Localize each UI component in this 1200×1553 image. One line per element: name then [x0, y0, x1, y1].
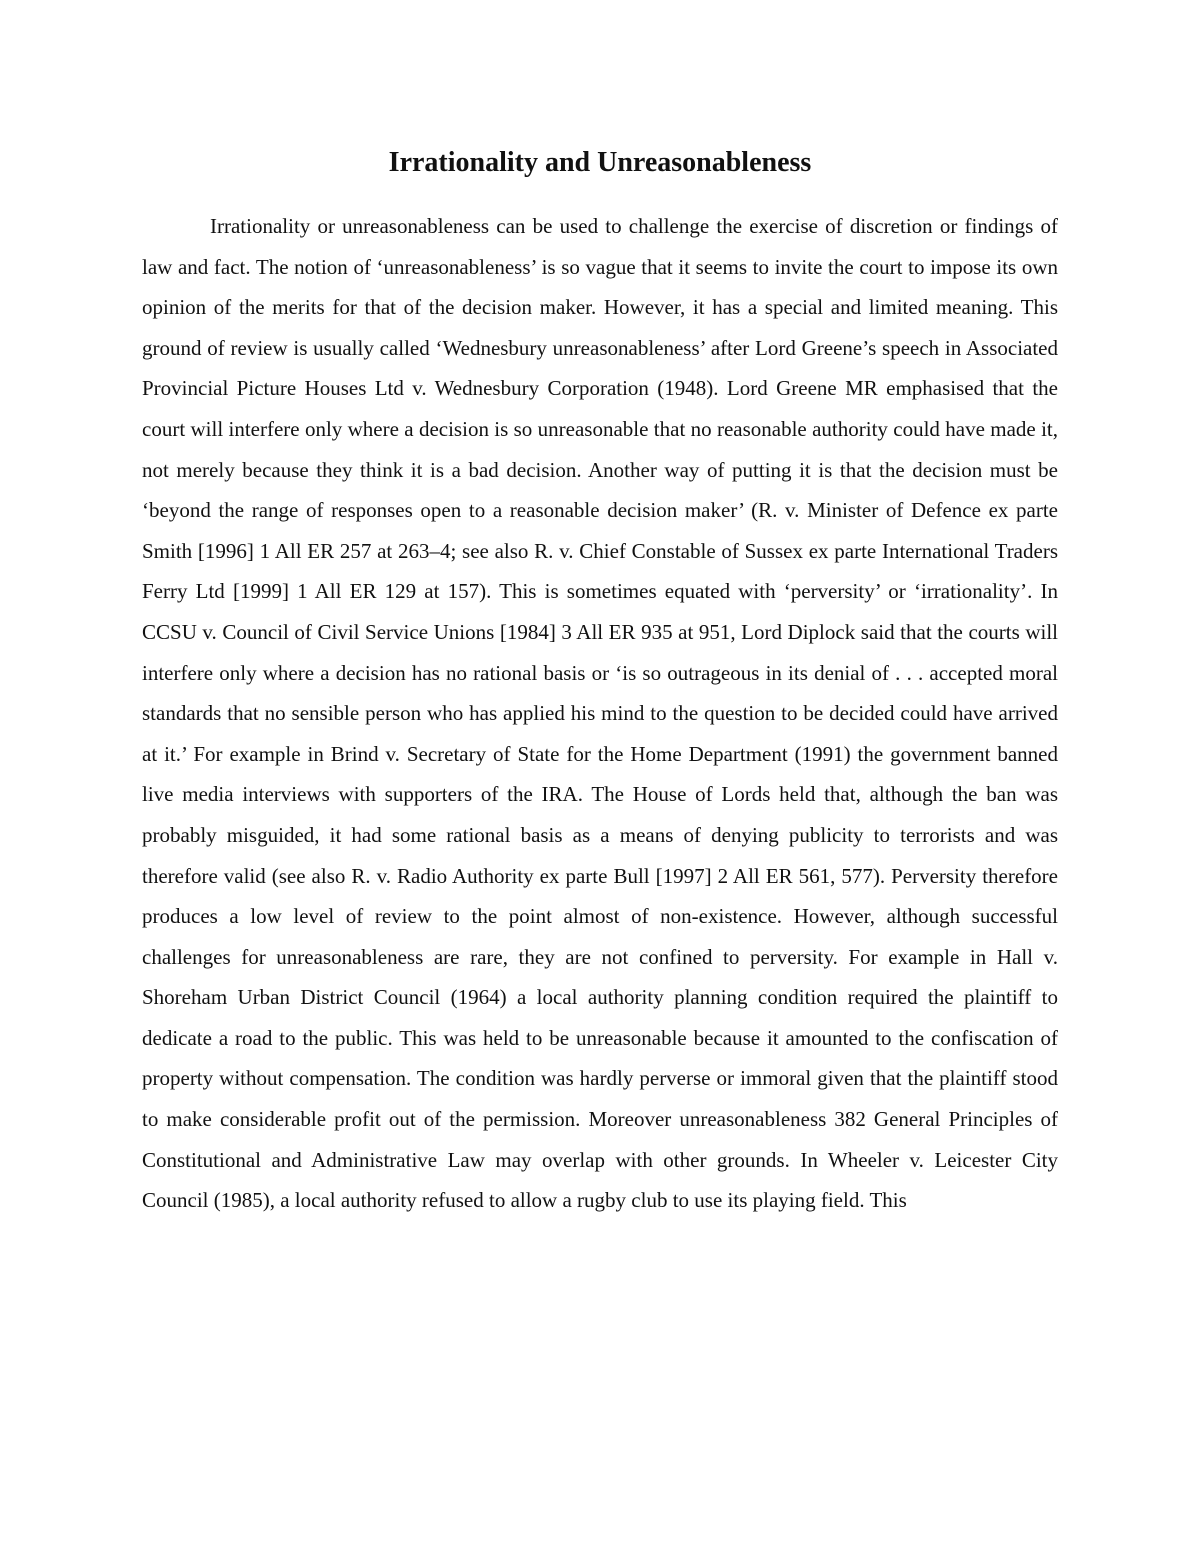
- page-title: Irrationality and Unreasonableness: [388, 147, 812, 178]
- body-paragraph: Irrationality or unreasonableness can be used to challenge the exercise of discretion or findings of law and fact. The notion of ‘unreasonableness’ is so vague that it seems to invite the court to impose its own opinion of the merits for that of the decision maker. However, it has a special and limited meaning. This ground of review is usually called ‘Wednesbury unreasonableness’ after Lord Greene’s speech in Associated Provincial Picture Houses Ltd v. Wednesbury Corporation (1948). Lord Greene MR emphasised that the court will interfere only where a decision is so unreasonable that no reasonable authority could have made it, not merely because they think it is a bad decision. Another way of putting it is that the decision must be ‘beyond the range of responses open to a reasonable decision maker’ (R. v. Minister of Defence ex parte Smith [1996] 1 All ER 257 at 263–4; see also R. v. Chief Constable of Sussex ex parte International Traders Ferry Ltd [1999] 1 All ER 129 at 157). This is sometimes equated with ‘perversity’ or ‘irrationality’. In CCSU v. Council of Civil Service Unions [1984] 3 All ER 935 at 951, Lord Diplock said that the courts will interfere only where a decision has no rational basis or ‘is so outrageous in its denial of . . . accepted moral standards that no sensible person who has applied his mind to the question to be decided could have arrived at it.’ For example in Brind v. Secretary of State for the Home Department (1991) the government banned live media interviews with supporters of the IRA. The House of Lords held that, although the ban was probably misguided, it had some rational basis as a means of denying publicity to terrorists and was therefore valid (see also R. v. Radio Authority ex parte Bull [1997] 2 All ER 561, 577). Perversity therefore produces a low level of review to the point almost of non-existence. However, although successful challenges for unreasonableness are rare, they are not confined to perversity. For example in Hall v. Shoreham Urban District Council (1964) a local authority planning condition required the plaintiff to dedicate a road to the public. This was held to be unreasonable because it amounted to the confiscation of property without compensation. The condition was hardly perverse or immoral given that the plaintiff stood to make considerable profit out of the permission. Moreover unreasonableness 382 General Principles of Constitutional and Administrative Law may overlap with other grounds. In Wheeler v. Leicester City Council (1985), a local authority refused to allow a rugby club to use its playing field. This: [142, 214, 1058, 1213]
